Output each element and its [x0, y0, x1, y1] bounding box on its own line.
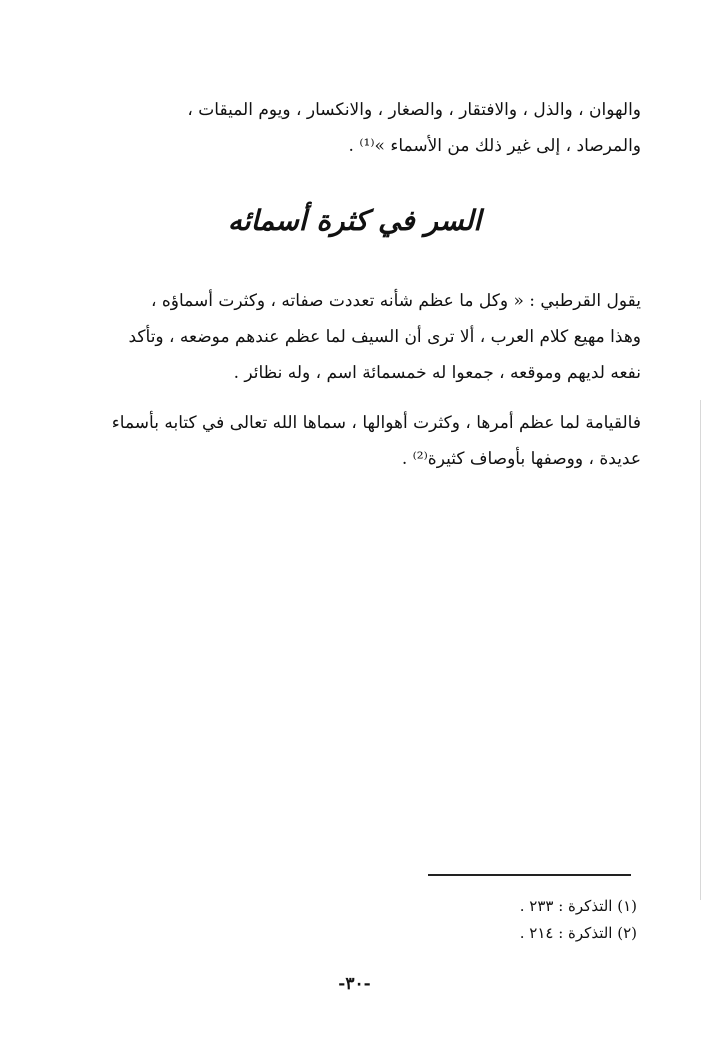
text-line: فالقيامة لما عظم أمرها ، وكثرت أهوالها ، سماها الله تعالى في كتابه بأسماء — [111, 413, 641, 433]
paragraph-continuation — [69, 92, 641, 164]
text-line: وهذا مهيع كلام العرب ، ألا ترى أن السيف لما عظم عندهم موضعه ، وتأكد — [128, 327, 641, 347]
footnote-2: (٢) التذكرة : ٢١٤ . — [519, 924, 637, 942]
paragraph-qurtubi-quote — [69, 283, 641, 391]
section-heading: السر في كثرة أسمائه — [227, 204, 482, 237]
paragraph-qiyamah-names — [69, 405, 641, 477]
footnote-divider — [428, 874, 631, 876]
page-number: -٣٠- — [338, 974, 371, 994]
text-line: والمرصاد ، إلى غير ذلك من الأسماء »⁽¹⁾ . — [348, 136, 641, 156]
text-line: عديدة ، ووصفها بأوصاف كثيرة⁽²⁾ . — [401, 449, 641, 469]
footnote-1: (١) التذكرة : ٢٣٣ . — [519, 897, 637, 915]
text-line: والهوان ، والذل ، والافتقار ، والصغار ، والانكسار ، ويوم الميقات ، — [187, 100, 641, 120]
footnotes — [337, 893, 637, 947]
text-line: نفعه لديهم وموقعه ، جمعوا له خمسمائة اسم ، وله نظائر . — [233, 363, 641, 383]
scan-edge-line — [700, 400, 701, 900]
text-line: يقول القرطبي : « وكل ما عظم شأنه تعددت صفاته ، وكثرت أسماؤه ، — [150, 291, 641, 311]
